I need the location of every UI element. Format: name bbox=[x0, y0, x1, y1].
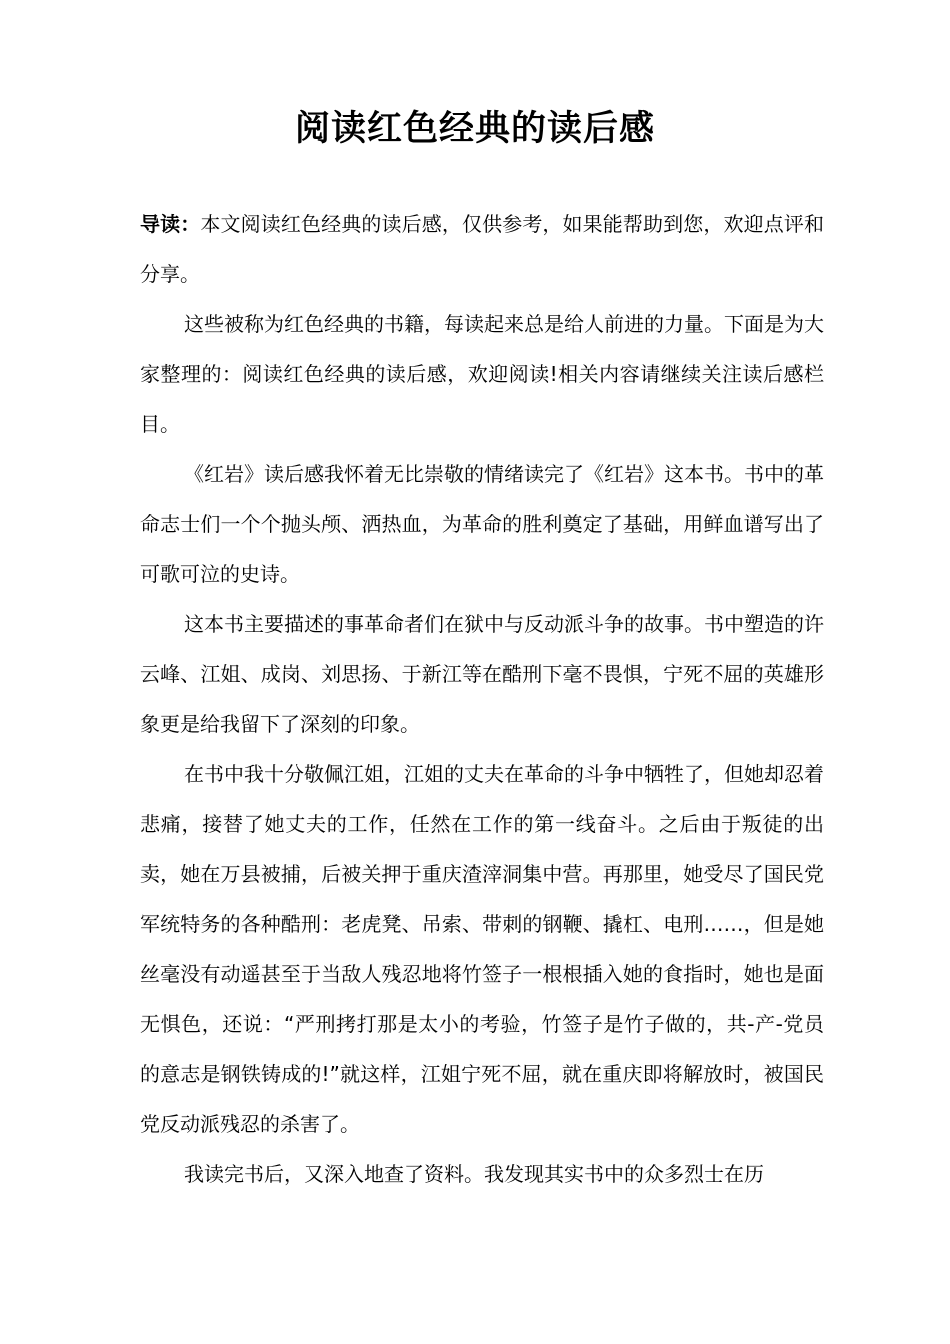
document-title: 阅读红色经典的读后感 bbox=[294, 109, 655, 149]
body-paragraph-3: 这本书主要描述的事革命者们在狱中与反动派斗争的故事。书中塑造的许云峰、江姐、成岗、刘思扬、于新江等在酷刑下毫不畏惧，宁死不屈的英雄形象更是给我留下了深刻的印象。 bbox=[140, 612, 824, 736]
body-paragraph-4: 在书中我十分敬佩江姐，江姐的丈夫在革命的斗争中牺牲了，但她却忍着悲痛，接替了她丈夫的工作，任然在工作的第一线奋斗。之后由于叛徒的出卖，她在万县被捕，后被关押于重庆渣滓洞集中营。再那里，她受尽了国民党军统特务的各种酷刑：老虎凳、吊索、带刺的钢鞭、撬杠、电刑……，但是她丝毫没有动遥甚至于当敌人残忍地将竹签子一根根插入她的食指时，她也是面无惧色，还说：“严刑拷打那是太小的考验，竹签子是竹子做的，共-产-党员的意志是钢铁铸成的!”就这样，江姐宁死不屈，就在重庆即将解放时，被国民党反动派残忍的杀害了。 bbox=[140, 762, 824, 1136]
lead-label: 导读： bbox=[140, 212, 201, 236]
body-paragraph-5: 我读完书后，又深入地查了资料。我发现其实书中的众多烈士在历 bbox=[184, 1162, 764, 1186]
body-paragraph-2: 《红岩》读后感我怀着无比崇敬的情绪读完了《红岩》这本书。书中的革命志士们一个个抛头颅、洒热血，为革命的胜利奠定了基础，用鲜血谱写出了可歌可泣的史诗。 bbox=[140, 462, 824, 586]
body-paragraph-1: 这些被称为红色经典的书籍，每读起来总是给人前进的力量。下面是为大家整理的：阅读红色经典的读后感，欢迎阅读!相关内容请继续关注读后感栏目。 bbox=[140, 312, 824, 436]
document-body bbox=[140, 199, 824, 1199]
lead-paragraph bbox=[140, 199, 824, 299]
lead-text: 本文阅读红色经典的读后感，仅供参考，如果能帮助到您，欢迎点评和分享。 bbox=[140, 212, 825, 286]
